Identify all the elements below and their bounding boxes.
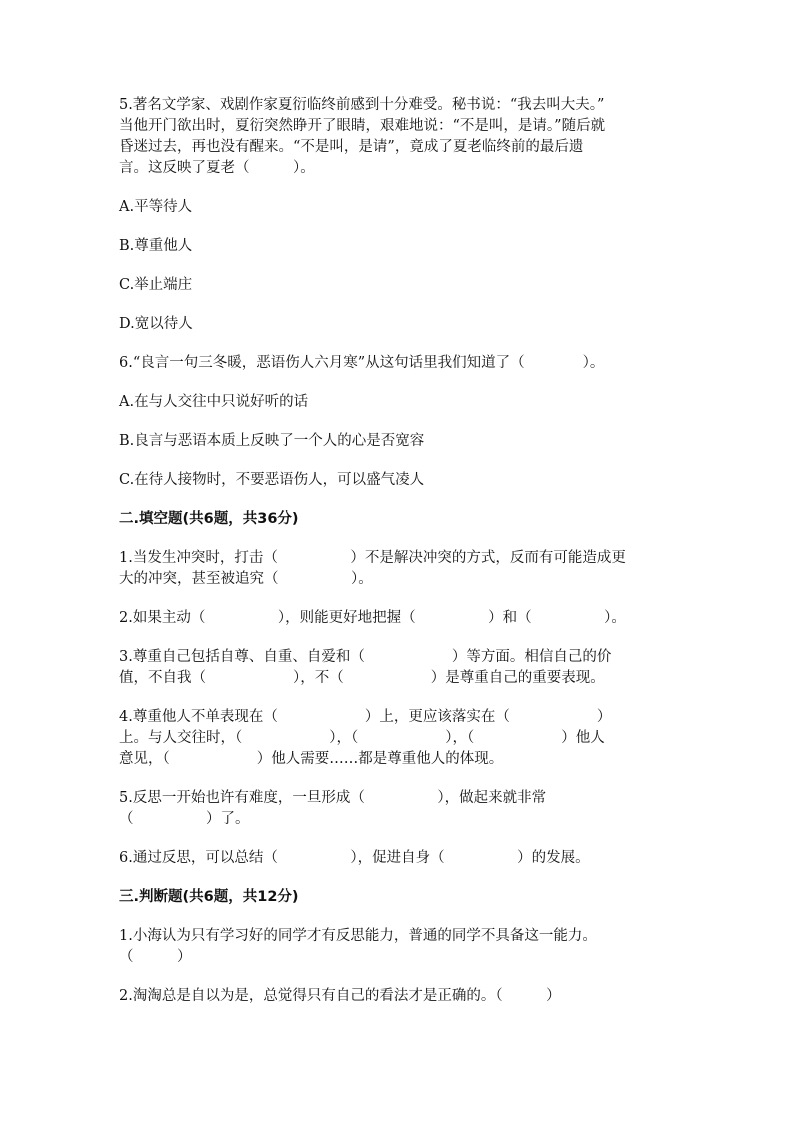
judge-1-line-2: （ ）	[119, 949, 192, 965]
question-5-option-c: C.举止端庄	[119, 277, 193, 293]
question-5-line-4: 言。这反映了夏老（ ）。	[119, 160, 315, 176]
question-5-line-3: 昏迷过去，再也没有醒来。“不是叫，是请”，竟成了夏老临终前的最后遗	[119, 139, 584, 155]
question-5-option-b: B.尊重他人	[119, 238, 193, 254]
question-5-line-2: 当他开门欲出时，夏衍突然睁开了眼睛，艰难地说：“不是叫，是请。”随后就	[119, 118, 606, 134]
question-6-stem	[119, 353, 675, 374]
fill-blank-3-line-2: 值，不自我（ ），不（ ）是尊重自己的重要表现。	[119, 670, 605, 686]
fill-blank-1	[119, 548, 675, 590]
fill-blank-5	[119, 788, 675, 830]
fill-blank-4	[119, 707, 675, 770]
fill-blank-6-line-1: 6.通过反思，可以总结（ ），促进自身（ ）的发展。	[119, 850, 590, 866]
question-6-option-c: C.在待人接物时，不要恶语伤人，可以盛气凌人	[119, 472, 425, 488]
judge-1	[119, 926, 675, 968]
fill-blank-3	[119, 647, 675, 689]
fill-blank-4-line-2: 上。与人交往时，（ ），（ ），（ ）他人	[119, 730, 605, 746]
fill-blank-6	[119, 848, 675, 869]
question-6-option-a: A.在与人交往中只说好听的话	[119, 394, 309, 410]
section-2-title: 二.填空题(共6题，共36分)	[119, 511, 299, 527]
question-5-stem	[119, 95, 675, 179]
question-5-option-a: A.平等待人	[119, 199, 193, 215]
section-3-title: 三.判断题(共6题，共12分)	[119, 889, 299, 905]
question-6-option-b: B.良言与恶语本质上反映了一个人的心是否宽容	[119, 433, 425, 449]
question-5-option-d: D.宽以待人	[119, 316, 193, 332]
judge-1-line-1: 1.小海认为只有学习好的同学才有反思能力，普通的同学不具备这一能力。	[119, 928, 597, 944]
fill-blank-4-line-1: 4.尊重他人不单表现在（ ）上，更应该落实在（ ）	[119, 709, 612, 725]
judge-2	[119, 986, 675, 1007]
fill-blank-2-line-1: 2.如果主动（ ），则能更好地把握（ ）和（ ）。	[119, 610, 626, 626]
fill-blank-4-line-3: 意见，（ ）他人需要……都是尊重他人的体现。	[119, 751, 504, 767]
fill-blank-2	[119, 608, 675, 629]
question-6-line-1: 6.“良言一句三冬暖，恶语伤人六月寒”从这句话里我们知道了（ ）。	[119, 355, 605, 371]
fill-blank-5-line-1: 5.反思一开始也许有难度，一旦形成（ ），做起来就非常	[119, 790, 547, 806]
fill-blank-1-line-2: 大的冲突，甚至被追究（ ）。	[119, 571, 373, 587]
exam-page	[119, 95, 675, 1025]
fill-blank-5-line-2: （ ）了。	[119, 811, 250, 827]
fill-blank-3-line-1: 3.尊重自己包括自尊、自重、自爱和（ ）等方面。相信自己的价	[119, 649, 612, 665]
fill-blank-1-line-1: 1.当发生冲突时，打击（ ）不是解决冲突的方式，反而有可能造成更	[119, 550, 626, 566]
question-5-line-1: 5.著名文学家、戏剧作家夏衍临终前感到十分难受。秘书说：“我去叫大夫。”	[119, 97, 605, 113]
judge-2-line-1: 2.淘淘总是自以为是，总觉得只有自己的看法才是正确的。（ ）	[119, 988, 561, 1004]
